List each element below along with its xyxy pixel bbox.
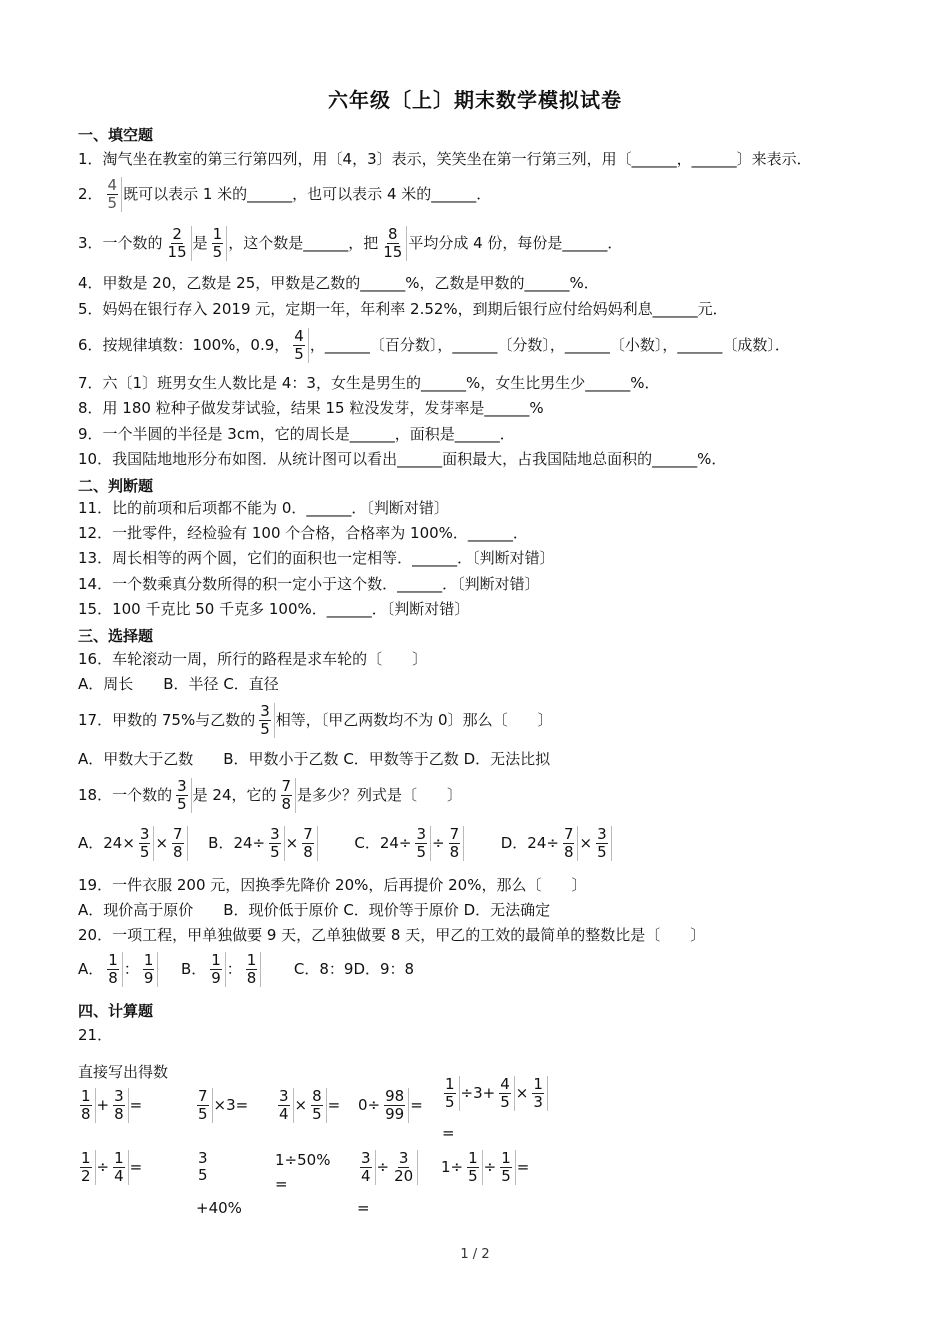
calc-r1c5: $\frac{1}{5}$ ÷3+ $\frac{4}{5}$ × $\frac{1}{3}$	[440, 1076, 549, 1111]
fraction: $\frac{3}{5}$	[412, 826, 431, 861]
question-10: 10．我国陆地地形分布如图．从统计图可以看出______面积最大，占我国陆地总面积的______%．	[78, 450, 727, 468]
calc-r1c4: 0÷ $\frac{98}{99}$ =	[358, 1087, 423, 1123]
fraction: $\frac{3}{8}$	[110, 1088, 129, 1123]
section-multiple-choice: 三、选择题	[78, 627, 154, 645]
fraction: $\frac{7}{5}$	[194, 1088, 213, 1123]
question-8: 8．用 180 粒种子做发芽试验，结果 15 粒没发芽，发芽率是______%	[78, 399, 544, 417]
fraction: $\frac{3}{5}$	[136, 826, 155, 861]
fraction: $\frac{1}{8}$	[104, 952, 123, 987]
calc-r2c2	[193, 1150, 213, 1184]
calc-heading: 直接写出得数	[78, 1063, 169, 1081]
question-18: 18．一个数的 $\frac{3}{5}$ 是 24，它的 $\frac{7}{8}$ 是多少？列式是〔 〕	[78, 777, 463, 813]
calc-r2c3: 1÷50%	[275, 1151, 331, 1169]
fraction: $\frac{3}{5}$	[593, 826, 612, 861]
question-19: 19．一件衣服 200 元，因换季先降价 20%，后再提价 20%，那么〔 〕	[78, 876, 587, 894]
question-12: 12．一批零件，经检验有 100 个合格，合格率为 100%．______．	[78, 524, 528, 542]
question-20-options	[78, 952, 414, 987]
fraction: $\frac{3}{4}$	[357, 1150, 376, 1185]
fraction: $\frac{1}{2}$	[77, 1150, 96, 1185]
calc-r1c5-equals: =	[442, 1124, 455, 1142]
page-title: 六年级〔上〕期末数学模拟试卷	[328, 88, 622, 112]
question-13: 13．周长相等的两个圆，它们的面积也一定相等．______．〔判断对错〕	[78, 549, 555, 567]
section-calculation: 四、计算题	[78, 1002, 154, 1020]
question-5: 5．妈妈在银行存入 2019 元，定期一年，年利率 2.52%，到期后银行应付给妈妈利息______元．	[78, 300, 728, 318]
fraction: $\frac{7}{8}$	[299, 826, 318, 861]
fraction: $\frac{1}{5}$	[441, 1076, 460, 1111]
fraction: $\frac{3}{5}$	[256, 703, 275, 738]
calc-r2c4-equals: =	[357, 1199, 370, 1217]
question-19-options: A．现价高于原价 B．现价低于原价 C．现价等于原价 D．无法确定	[78, 901, 551, 919]
fraction: $\frac{1}{9}$	[207, 952, 226, 987]
fraction: $\frac{1}{5}$	[497, 1150, 516, 1185]
option-c: C．24÷ $\frac{3}{5}$ ÷ $\frac{7}{8}$	[354, 834, 465, 852]
fraction: 3 5	[198, 1149, 208, 1184]
fraction: $\frac{7}{8}$	[446, 826, 465, 861]
fraction: $\frac{1}{8}$	[77, 1088, 96, 1123]
option-b: B．24÷ $\frac{3}{5}$ × $\frac{7}{8}$	[208, 834, 319, 852]
fraction: $\frac{8}{5}$	[308, 1088, 327, 1123]
question-2	[78, 177, 491, 212]
fraction: $\frac{1}{4}$	[110, 1150, 129, 1185]
question-14: 14．一个数乘真分数所得的积一定小于这个数．______．〔判断对错〕	[78, 575, 540, 593]
section-fill-blank: 一、填空题	[78, 126, 154, 144]
fraction: $\frac{3}{4}$	[275, 1088, 294, 1123]
fraction: $\frac{3}{5}$	[266, 826, 285, 861]
section-true-false: 二、判断题	[78, 477, 154, 495]
fraction: $\frac{3}{20}$	[390, 1150, 418, 1185]
option-a: A． $\frac{1}{8}$ ： $\frac{1}{9}$	[78, 960, 159, 978]
calc-r2c2-tail: +40%	[196, 1199, 242, 1217]
fraction: $\frac{7}{8}$	[560, 826, 579, 861]
question-6: 6．按规律填数：100%，0.9， $\frac{4}{5}$ ，______〔百分数〕，______〔分数〕，______〔小数〕，______〔成数〕．	[78, 327, 790, 363]
q2-prefix: 2．	[78, 185, 103, 203]
question-1: 1．淘气坐在教室的第三行第四列，用〔4，3〕表示，笑笑坐在第一行第三列，用〔______，______〕来表示．	[78, 150, 812, 168]
option-a: A．24× $\frac{3}{5}$ × $\frac{7}{8}$	[78, 834, 189, 852]
fraction: $\frac{4}{5}$	[290, 328, 309, 363]
question-21: 21．	[78, 1026, 113, 1044]
fraction: $\frac{1}{5}$	[209, 226, 228, 261]
fraction: $\frac{1}{3}$	[529, 1076, 548, 1111]
calc-r2c4: $\frac{3}{4}$ ÷ $\frac{3}{20}$	[356, 1150, 419, 1185]
option-d: D．24÷ $\frac{7}{8}$ × $\frac{3}{5}$	[501, 834, 613, 852]
question-7: 7．六〔1〕班男女生人数比是 4：3，女生是男生的______%，女生比男生少______%．	[78, 374, 660, 392]
fraction: $\frac{4}{5}$	[496, 1076, 515, 1111]
question-20: 20．一项工程，甲单独做要 9 天，乙单独做要 8 天，甲乙的工效的最简单的整数比是〔 〕	[78, 926, 706, 944]
fraction: $\frac{8}{15}$	[379, 226, 407, 261]
fraction: $\frac{7}{8}$	[278, 778, 297, 813]
fraction: $\frac{1}{5}$	[464, 1150, 483, 1185]
option-b: B． $\frac{1}{9}$ ： $\frac{1}{8}$	[181, 960, 262, 978]
fraction: $\frac{2}{15}$	[164, 226, 192, 261]
question-17: 17．甲数的 75%与乙数的 $\frac{3}{5}$ 相等，〔甲乙两数均不为 0〕那么〔 〕	[78, 702, 553, 738]
page-number: 1 / 2	[460, 1247, 490, 1262]
q2-text: 既可以表示 1 米的______，也可以表示 4 米的______．	[123, 185, 492, 203]
fraction: $\frac{4}{5}$	[104, 177, 123, 212]
fraction: $\frac{1}{8}$	[243, 952, 262, 987]
calc-r2c1: $\frac{1}{2}$ ÷ $\frac{1}{4}$ =	[76, 1150, 142, 1185]
calc-r1c2: $\frac{7}{5}$ ×3=	[193, 1088, 248, 1123]
fraction: $\frac{3}{5}$	[173, 778, 192, 813]
question-4: 4．甲数是 20，乙数是 25，甲数是乙数的______%，乙数是甲数的______%．	[78, 274, 599, 292]
fraction: $\frac{1}{9}$	[140, 952, 159, 987]
question-16-options: A．周长 B．半径 C．直径	[78, 675, 279, 693]
question-11: 11．比的前项和后项都不能为 0．______．〔判断对错〕	[78, 499, 449, 517]
calc-r2c3-equals: =	[275, 1175, 288, 1193]
question-17-options: A．甲数大于乙数 B．甲数小于乙数 C．甲数等于乙数 D．无法比拟	[78, 750, 551, 768]
calc-r1c3: $\frac{3}{4}$ × $\frac{8}{5}$ =	[274, 1088, 340, 1123]
question-3: 3．一个数的 $\frac{2}{15}$ 是 $\frac{1}{5}$ ，这个数是______，把 $\frac{8}{15}$ 平均分成 4 份，每份是______．	[78, 225, 623, 261]
option-cd: C．8：9D．9：8	[293, 960, 415, 978]
fraction: $\frac{98}{99}$	[381, 1088, 409, 1123]
question-15: 15．100 千克比 50 千克多 100%．______．〔判断对错〕	[78, 600, 470, 618]
fraction: $\frac{7}{8}$	[169, 826, 188, 861]
question-16: 16．车轮滚动一周，所行的路程是求车轮的〔 〕	[78, 650, 428, 668]
question-9: 9．一个半圆的半径是 3cm，它的周长是______，面积是______．	[78, 425, 515, 443]
calc-r1c1: $\frac{1}{8}$ + $\frac{3}{8}$ =	[76, 1088, 142, 1123]
calc-r2c5: 1÷ $\frac{1}{5}$ ÷ $\frac{1}{5}$ =	[441, 1149, 530, 1185]
question-18-options	[78, 826, 613, 861]
q3-prefix: 3．一个数的	[78, 234, 163, 252]
